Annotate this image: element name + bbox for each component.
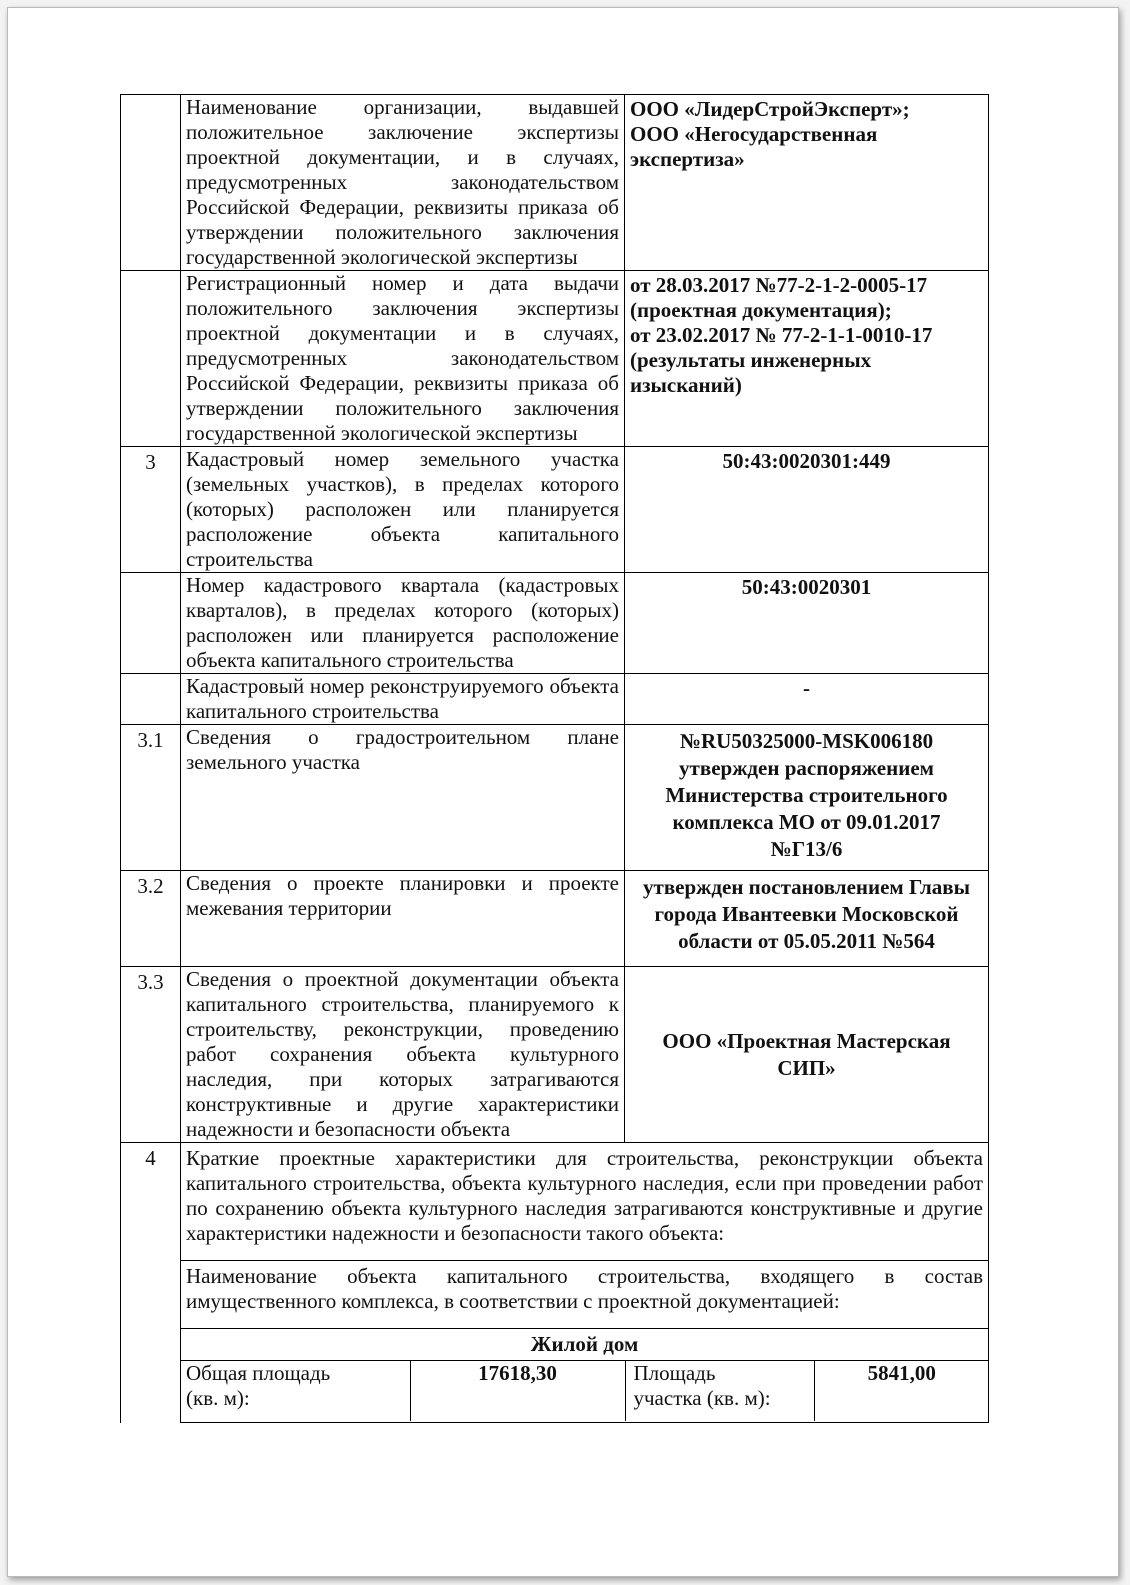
row-value xyxy=(625,95,989,271)
value-line: от 23.02.2017 № 77-2-1-1-0010-17 xyxy=(630,323,933,347)
table-row xyxy=(121,447,989,573)
row-value: 50:43:0020301:449 xyxy=(625,447,989,573)
value-line: от 28.03.2017 №77-2-1-2-0005-17 xyxy=(630,273,928,297)
row-number xyxy=(121,271,181,447)
table-row xyxy=(121,725,989,871)
table-row xyxy=(121,1361,989,1423)
row-number xyxy=(121,1329,181,1361)
value-line: области от 05.05.2011 №564 xyxy=(678,929,935,953)
row-number xyxy=(121,1261,181,1329)
table-row xyxy=(121,95,989,271)
row-value: 50:43:0020301 xyxy=(625,573,989,674)
row-value xyxy=(625,271,989,447)
row-value xyxy=(625,725,989,871)
table-row xyxy=(121,1261,989,1329)
plot-area-label: Площадь участка (кв. м): xyxy=(625,1361,814,1421)
object-name-label: Наименование объекта капитального строительства, входящего в состав имущественного комплекса, в соответствии с проектной документацией: xyxy=(181,1261,989,1329)
row-label: Кадастровый номер земельного участка (земельных участков), в пределах которого (которых) расположен или планируется расположение объекта капитального строительства xyxy=(181,447,625,573)
table-row xyxy=(121,967,989,1143)
table-row xyxy=(121,271,989,447)
value-line: (проектная документация); xyxy=(630,298,892,322)
row-value: - xyxy=(625,674,989,725)
row-label: Наименование организации, выдавшей положительное заключение экспертизы проектной документации, и в случаях, предусмотренных законодательством Российской Федерации, реквизиты приказа об утверждении положительного заключения государственной экологической экспертизы xyxy=(181,95,625,271)
value-line: экспертиза» xyxy=(630,147,745,171)
value-line: ООО «ЛидерСтройЭксперт»; xyxy=(630,97,910,121)
total-area-label: Общая площадь (кв. м): xyxy=(181,1361,410,1421)
row-number: 4 xyxy=(121,1143,181,1261)
row-number: 3.1 xyxy=(121,725,181,871)
row-number xyxy=(121,95,181,271)
row-value xyxy=(625,871,989,967)
row-label: Сведения о проектной документации объекта капитального строительства, планируемого к строительству, реконструкции, проведению работ сохранения объекта культурного наследия, при которых затрагиваются конструктивные и другие характеристики надежности и безопасности объекта xyxy=(181,967,625,1143)
row-value xyxy=(625,967,989,1143)
row-number: 3 xyxy=(121,447,181,573)
value-line: ООО «Проектная Мастерская xyxy=(662,1028,951,1053)
plot-area-value: 5841,00 xyxy=(814,1361,989,1421)
value-line: города Ивантеевки Московской xyxy=(654,902,959,926)
permit-table xyxy=(120,94,989,1423)
value-line: №RU50325000-MSK006180 xyxy=(679,729,934,753)
row-label: Сведения о градостроительном плане земельного участка xyxy=(181,725,625,871)
row-label: Номер кадастрового квартала (кадастровых кварталов), в пределах которого (которых) расположен или планируется расположение объекта капитального строительства xyxy=(181,573,625,674)
row-label: Кадастровый номер реконструируемого объекта капитального строительства xyxy=(181,674,625,725)
value-line: (результаты инженерных xyxy=(630,348,872,372)
value-line: СИП» xyxy=(777,1055,836,1080)
value-line: утвержден постановлением Главы xyxy=(643,875,970,899)
total-area-value: 17618,30 xyxy=(410,1361,625,1421)
row-number xyxy=(121,573,181,674)
table-row xyxy=(121,1329,989,1361)
row-number: 3.2 xyxy=(121,871,181,967)
value-line: Министерства строительного xyxy=(665,783,948,807)
row-number xyxy=(121,674,181,725)
row-label: Сведения о проекте планировки и проекте межевания территории xyxy=(181,871,625,967)
table-row xyxy=(121,871,989,967)
value-line: комплекса МО от 09.01.2017 xyxy=(672,810,941,834)
table-row xyxy=(121,674,989,725)
area-table xyxy=(181,1361,989,1421)
row-number: 3.3 xyxy=(121,967,181,1143)
value-line: утвержден распоряжением xyxy=(679,756,934,780)
area-cell xyxy=(181,1361,989,1423)
value-line: №Г13/6 xyxy=(770,837,843,861)
section-4-description: Краткие проектные характеристики для строительства, реконструкции объекта капитального строительства, объекта культурного наследия, если при проведении работ по сохранению объекта культурного наследия затрагиваются конструктивные и другие характеристики надежности и безопасности такого объекта: xyxy=(181,1143,989,1261)
row-number xyxy=(121,1361,181,1423)
document-page xyxy=(7,7,1119,1577)
value-line: ООО «Негосударственная xyxy=(630,122,878,146)
row-label: Регистрационный номер и дата выдачи положительного заключения экспертизы проектной документации и в случаях, предусмотренных законодательством Российской Федерации, реквизиты приказа об утверждении положительного заключения государственной экологической экспертизы xyxy=(181,271,625,447)
value-line: изысканий) xyxy=(630,373,742,397)
table-row xyxy=(121,573,989,674)
table-row xyxy=(121,1143,989,1261)
building-title: Жилой дом xyxy=(181,1329,989,1361)
